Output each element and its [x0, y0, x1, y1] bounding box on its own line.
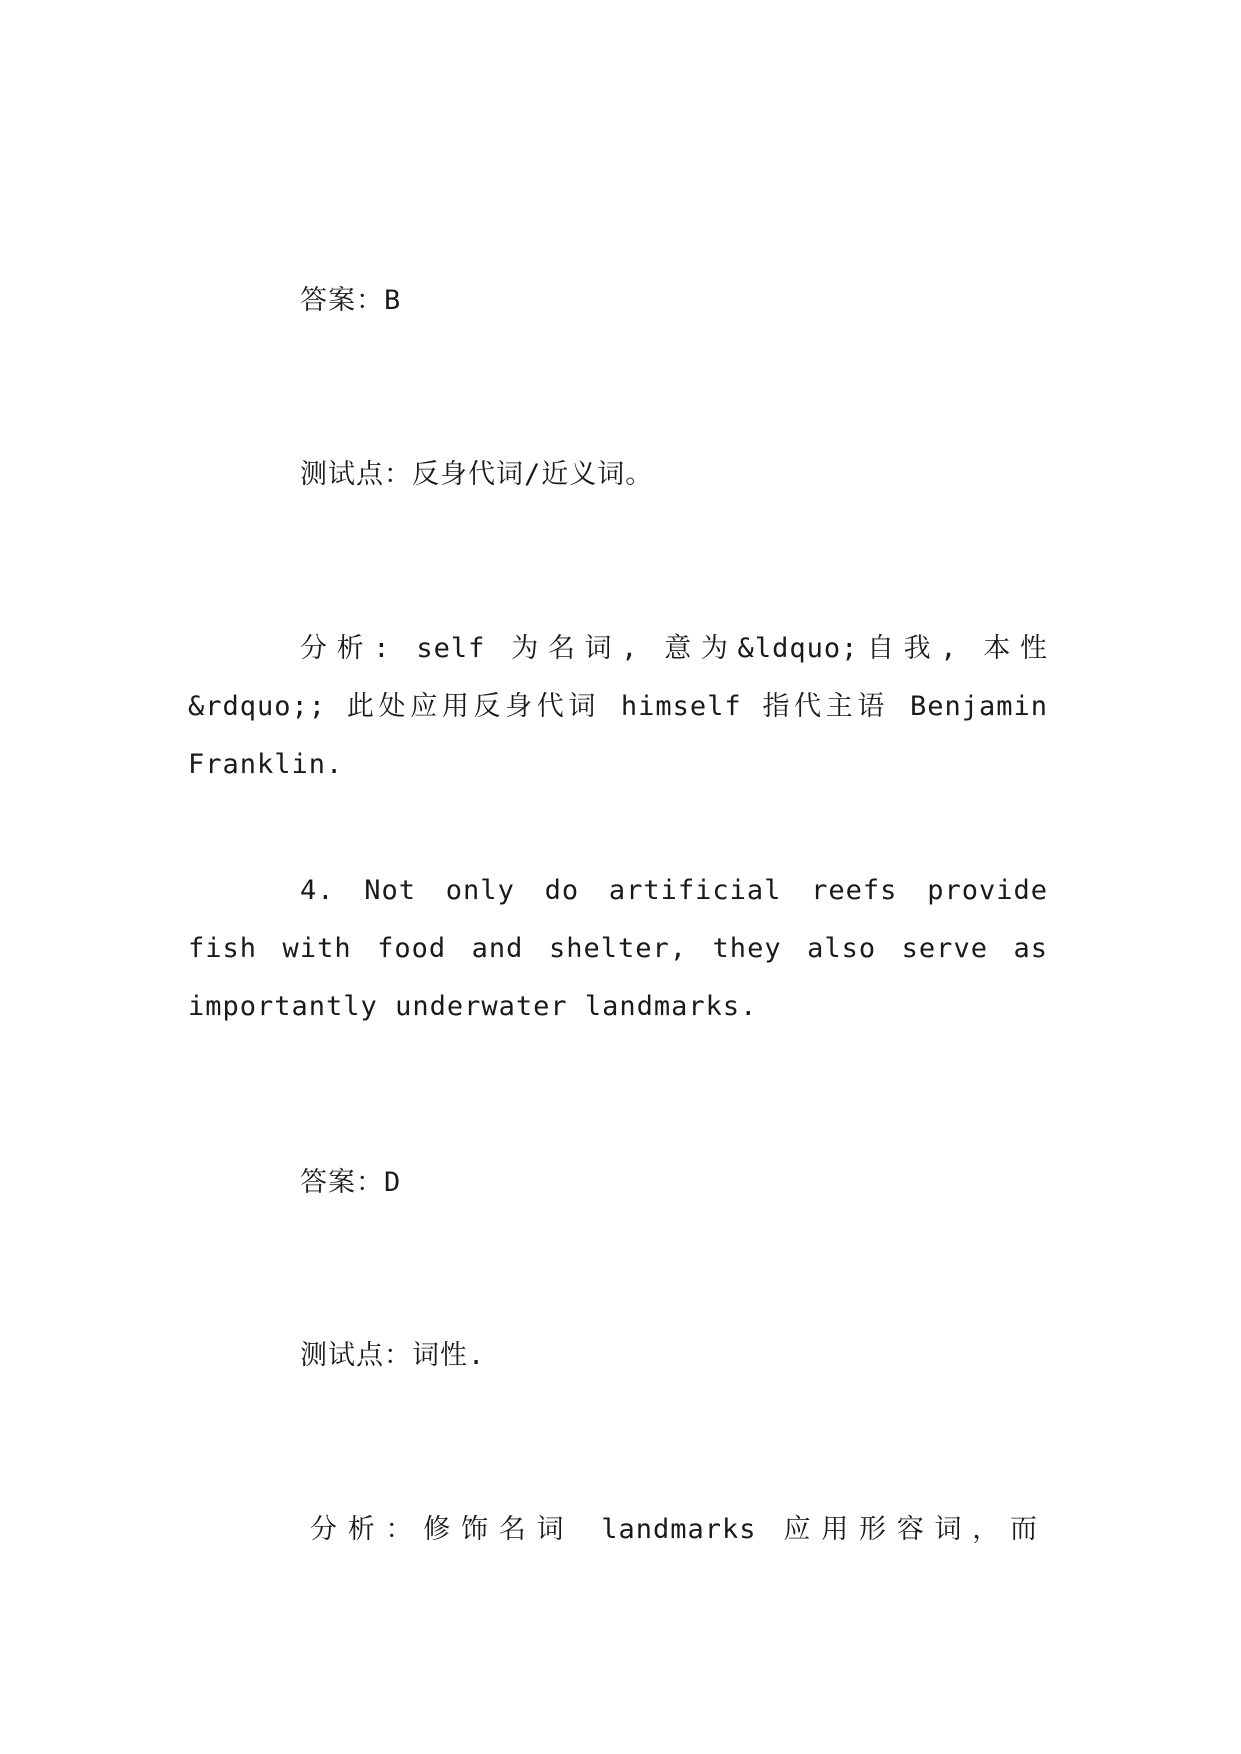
analysis-paragraph: 分析: self 为名词, 意为&ldquo;自我, 本性&rdquo;; 此处应用反身代词 himself 指代主语 Benjamin Franklin. [188, 633, 1048, 780]
test-point-line: 测试点：反身代词/近义词。 [300, 459, 654, 490]
answer-line: 答案：B [300, 285, 402, 316]
answer-line: 答案：D [300, 1167, 402, 1198]
question-paragraph: 4. Not only do artificial reefs provide fish with food and shelter, they also serve as importantly underwater landmarks. [188, 875, 1048, 1022]
analysis-paragraph: 分析：修饰名词 landmarks 应用形容词，而 [310, 1514, 1038, 1545]
test-point-line: 测试点：词性. [300, 1340, 486, 1371]
